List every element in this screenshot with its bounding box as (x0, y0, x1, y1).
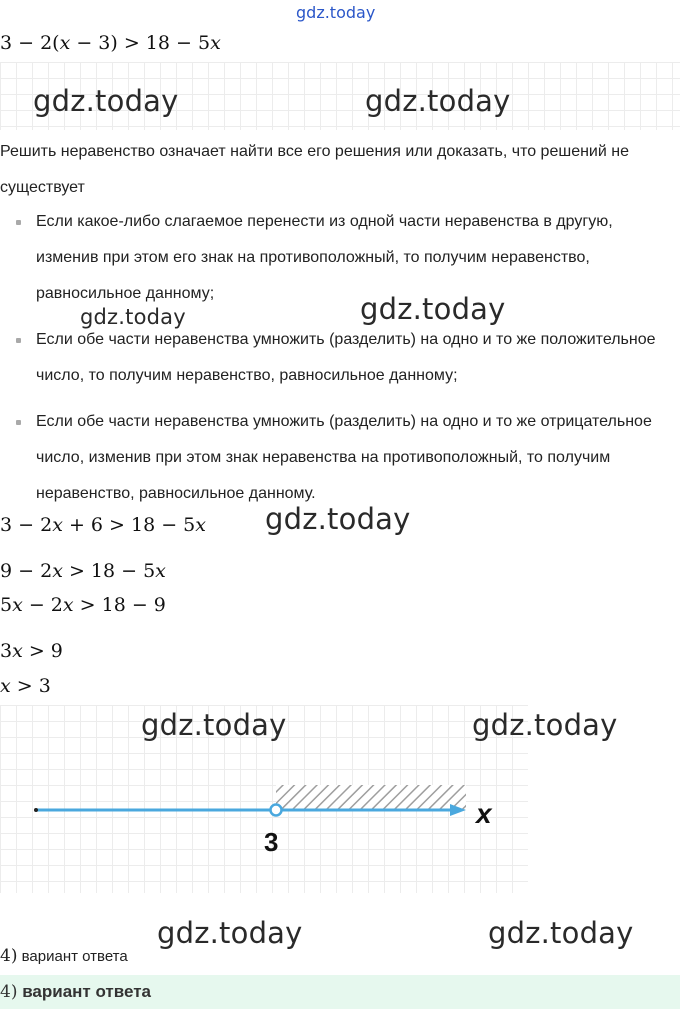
solution-step (0, 640, 63, 662)
math-var: x (52, 514, 63, 536)
math-var: x (52, 560, 63, 582)
math-var: x (62, 594, 74, 616)
math-var: x (0, 675, 11, 697)
math-part: 5 (0, 594, 13, 616)
answer-highlight (0, 975, 680, 1009)
watermark: gdz.today (472, 708, 618, 742)
answer-number: 4) (0, 946, 18, 966)
rules-list (0, 204, 660, 512)
axis-label: x (476, 798, 492, 829)
watermark: gdz.today (360, 292, 506, 326)
rule-item (0, 204, 660, 312)
math-part: > 18 − 9 (73, 594, 166, 616)
math-var: x (12, 640, 23, 662)
watermark: gdz.today (157, 916, 303, 950)
bullet-icon (16, 338, 21, 343)
watermark: gdz.today (488, 916, 634, 950)
math-var: x (155, 560, 166, 582)
math-part: > 9 (22, 640, 63, 662)
watermark: gdz.today (365, 84, 511, 118)
axis-start-dot (34, 808, 38, 812)
solution-step (0, 675, 51, 697)
math-var: x (12, 594, 23, 616)
point-label: 3 (264, 827, 279, 857)
answer-label: вариант ответа (22, 982, 151, 1001)
math-part: > 18 − 5 (62, 560, 156, 582)
rule-item (0, 322, 660, 394)
solution-step (0, 560, 166, 582)
theory-intro (0, 134, 640, 206)
math-part: − 3) > 18 − 5 (70, 32, 211, 54)
watermark: gdz.today (265, 502, 411, 536)
math-var: x (195, 514, 206, 536)
watermark: gdz.today (141, 708, 287, 742)
math-var: x (59, 32, 71, 54)
math-part: 3 − 2 (0, 514, 53, 536)
theory-intro-text: Решить неравенство означает найти все его решения или доказать, что решений не существует (0, 143, 629, 196)
math-part: 9 − 2 (0, 560, 53, 582)
solution-step (0, 594, 166, 616)
watermark: gdz.today (33, 84, 179, 118)
rule-text: Если обе части неравенства умножить (разделить) на одно и то же положительное число, то получим неравенство, равносильное данному; (36, 331, 656, 384)
rule-text: Если какое-либо слагаемое перенести из одной части неравенства в другую, изменив при этом его знак на противоположный, то получим неравенство, равносильное данному; (36, 213, 613, 302)
bullet-icon (16, 220, 21, 225)
math-part: > 3 (10, 675, 51, 697)
math-part: − 2 (22, 594, 63, 616)
rule-text: Если обе части неравенства умножить (разделить) на одно и то же отрицательное число, изменив при этом знак неравенства на противоположный, то получим неравенство, равносильное данному. (36, 413, 652, 502)
watermark: gdz.today (80, 305, 186, 329)
open-point-marker (271, 805, 282, 816)
solution-step (0, 514, 206, 536)
math-part: 3 − 2( (0, 32, 60, 54)
rule-item (0, 404, 660, 512)
math-part: + 6 > 18 − 5 (62, 514, 196, 536)
task-inequality (0, 32, 221, 54)
site-link[interactable]: gdz.today (296, 3, 376, 22)
math-part: 3 (0, 640, 13, 662)
answer-label: вариант ответа (21, 948, 128, 965)
shaded-region (276, 785, 466, 809)
answer-line (0, 946, 128, 966)
bullet-icon (16, 420, 21, 425)
number-line-svg (0, 705, 528, 893)
answer-number: 4) (0, 982, 18, 1002)
math-var: x (210, 32, 221, 54)
